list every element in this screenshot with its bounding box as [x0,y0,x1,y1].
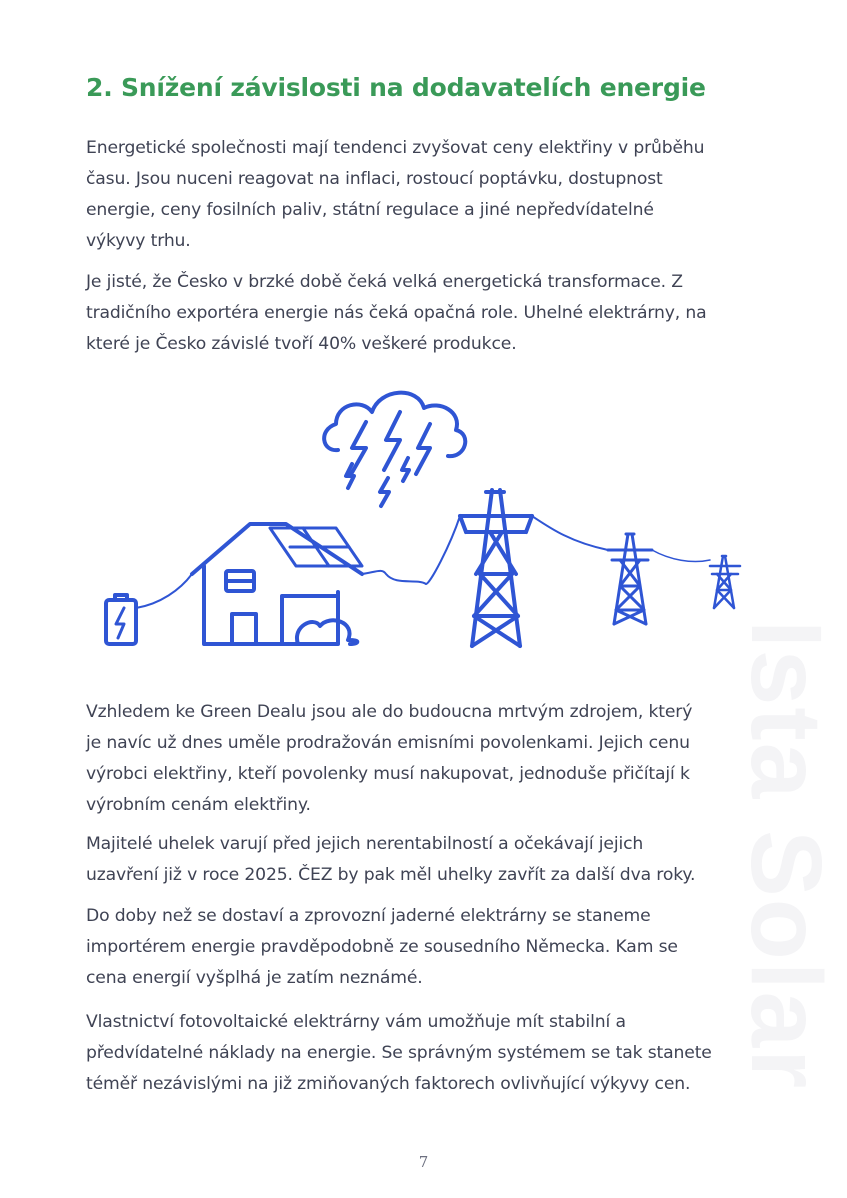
text-line: výrobním cenám elektřiny. [86,795,311,815]
paragraph-coal-closure [86,829,776,891]
text-line: je navíc už dnes uměle prodražován emisními povolenkami. Jejich cenu [86,733,690,753]
energy-illustration [100,378,760,658]
text-line: výrobci elektřiny, kteří povolenky musí nakupovat, jednoduše přičítají k [86,764,690,784]
text-line: které je Česko závislé tvoří 40% veškeré produkce. [86,334,517,354]
text-line: tradičního exportéra energie nás čeká opačná role. Uhelné elektrárny, na [86,303,707,323]
text-line: Energetické společnosti mají tendenci zvyšovat ceny elektřiny v průběhu [86,138,705,158]
paragraph-energy-transformation [86,267,776,360]
text-line: Vlastnictví fotovoltaické elektrárny vám umožňuje mít stabilní a [86,1012,626,1032]
text-line: Je jisté, že Česko v brzké době čeká velká energetická transformace. Z [86,272,683,292]
paragraph-energy-import [86,901,776,994]
text-line: energie, ceny fosilních paliv, státní regulace a jiné nepředvídatelné [86,200,654,220]
text-line: importérem energie pravděpodobně ze sousedního Německa. Kam se [86,937,678,957]
page-number: 7 [418,1153,429,1171]
text-line: Do doby než se dostaví a zprovozní jaderné elektrárny se staneme [86,906,651,926]
solar-house-icon [192,524,426,644]
battery-icon [106,595,136,644]
text-line: cena energií vyšplhá je zatím neznámé. [86,968,423,988]
brand-watermark [730,620,842,1180]
text-line: uzavření již v roce 2025. ČEZ by pak měl uhelky zavřít za další dva roky. [86,865,696,885]
power-pylon-icon [460,490,532,646]
watermark-text: Ista Solar [730,620,842,1091]
section-heading: 2. Snížení závislosti na dodavatelích energie [86,73,706,102]
text-line: času. Jsou nuceni reagovat na inflaci, rostoucí poptávku, dostupnost [86,169,663,189]
text-line: Vzhledem ke Green Dealu jsou ale do budoucna mrtvým zdrojem, který [86,702,693,722]
text-line: předvídatelné náklady na energie. Se správným systémem se tak stanete [86,1043,712,1063]
storm-cloud-icon [324,393,465,506]
text-line: výkyvy trhu. [86,231,191,251]
paragraph-price-trends [86,133,776,257]
text-line: téměř nezávislými na již zmiňovaných faktorech ovlivňující výkyvy cen. [86,1074,691,1094]
paragraph-green-deal [86,697,776,821]
power-pylon-icon [608,534,652,624]
power-pylon-icon [710,556,740,608]
paragraph-pv-benefits [86,1007,776,1100]
text-line: Majitelé uhelek varují před jejich nerentabilností a očekávají jejich [86,834,644,854]
